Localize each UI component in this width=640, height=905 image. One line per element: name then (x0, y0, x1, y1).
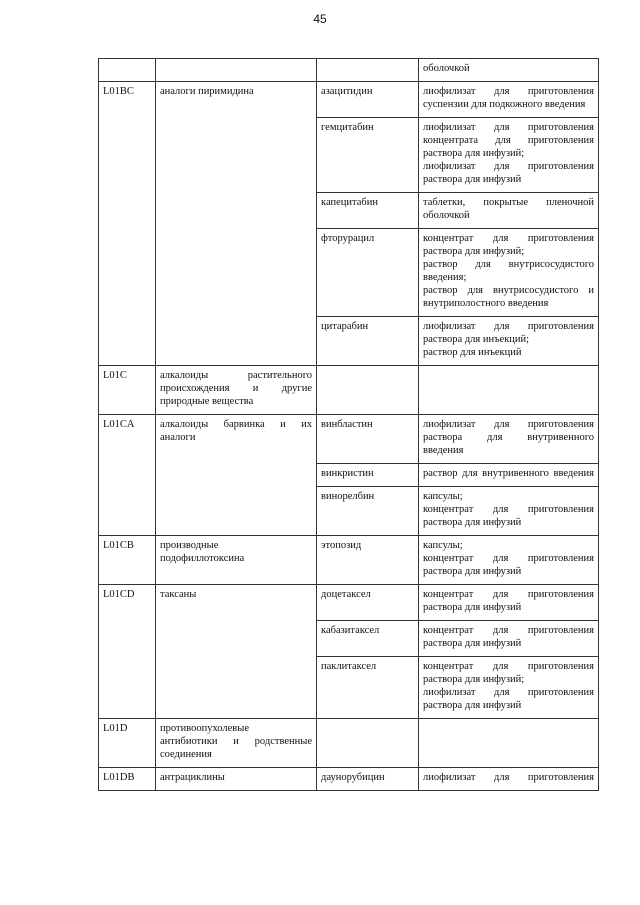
text-line: антибиотики и родственные (160, 736, 312, 747)
text-line: раствора для инфузий (423, 566, 522, 577)
text-line: природные вещества (160, 396, 254, 407)
group-name-cell (156, 415, 317, 536)
text-line: раствора для инфузий (423, 602, 522, 613)
drug-classification-table (98, 58, 599, 791)
text-line: производные (160, 540, 219, 551)
dosage-form-cell (419, 487, 599, 536)
text-line: раствора для инфузий (423, 700, 522, 711)
drug-name-cell: гемцитабин (317, 118, 419, 193)
dosage-form-cell (419, 719, 599, 768)
group-name-cell (156, 585, 317, 719)
atc-code-cell: L01BC (99, 82, 156, 366)
text-line: раствор для инъекций (423, 347, 522, 358)
text-line: антрациклины (160, 772, 225, 783)
atc-code-cell: L01D (99, 719, 156, 768)
table-row (99, 366, 599, 415)
drug-name-cell: цитарабин (317, 317, 419, 366)
table-row (99, 585, 599, 621)
table-row (99, 59, 599, 82)
drug-name-cell: доцетаксел (317, 585, 419, 621)
text-line: происхождения и другие (160, 383, 312, 394)
group-name-cell (156, 59, 317, 82)
text-line: концентрат для приготовления (423, 504, 594, 515)
page-number: 45 (313, 12, 327, 26)
atc-code-cell: L01CA (99, 415, 156, 536)
table-row (99, 536, 599, 585)
drug-name-cell (317, 59, 419, 82)
table-row (99, 82, 599, 118)
text-line: раствора для инъекций; (423, 334, 530, 345)
text-line: раствор для внутрисосудистого и (423, 285, 594, 296)
table-row (99, 768, 599, 791)
text-line: капсулы; (423, 540, 463, 551)
atc-code-cell: L01C (99, 366, 156, 415)
text-line: раствора для инфузий; (423, 246, 525, 257)
text-line: аналоги пиримидина (160, 86, 254, 97)
dosage-form-cell (419, 585, 599, 621)
text-line: лиофилизат для приготовления (423, 772, 594, 783)
group-name-cell (156, 366, 317, 415)
text-line: раствор для внутривенного введения (423, 468, 594, 479)
text-line: оболочкой (423, 63, 470, 74)
text-line: оболочкой (423, 210, 470, 221)
dosage-form-cell (419, 621, 599, 657)
text-line: лиофилизат для приготовления (423, 122, 594, 133)
text-line: внутриполостного введения (423, 298, 549, 309)
drug-name-cell: даунорубицин (317, 768, 419, 791)
group-name-cell (156, 82, 317, 366)
text-line: алкалоиды барвинка и их (160, 419, 312, 430)
dosage-form-cell (419, 657, 599, 719)
text-line: концентрат для приготовления (423, 661, 594, 672)
text-line: концентрата для приготовления (423, 135, 594, 146)
drug-name-cell: винорелбин (317, 487, 419, 536)
atc-code-cell: L01CB (99, 536, 156, 585)
text-line: введения (423, 445, 464, 456)
atc-code-cell: L01DB (99, 768, 156, 791)
dosage-form-cell (419, 317, 599, 366)
drug-name-cell: винбластин (317, 415, 419, 464)
drug-name-cell: капецитабин (317, 193, 419, 229)
text-line: суспензии для подкожного введения (423, 99, 586, 110)
text-line: концентрат для приготовления (423, 625, 594, 636)
text-line: соединения (160, 749, 212, 760)
text-line: аналоги (160, 432, 196, 443)
text-line: таксаны (160, 589, 197, 600)
drug-name-cell: винкристин (317, 464, 419, 487)
group-name-cell (156, 768, 317, 791)
group-name-cell (156, 719, 317, 768)
dosage-form-cell (419, 193, 599, 229)
dosage-form-cell (419, 464, 599, 487)
table-row (99, 415, 599, 464)
dosage-form-cell (419, 59, 599, 82)
text-line: раствор для внутрисосудистого (423, 259, 594, 270)
text-line: лиофилизат для приготовления (423, 161, 594, 172)
text-line: капсулы; (423, 491, 463, 502)
drug-name-cell: фторурацил (317, 229, 419, 317)
text-line: введения; (423, 272, 467, 283)
table-row (99, 719, 599, 768)
drug-name-cell: кабазитаксел (317, 621, 419, 657)
text-line: концентрат для приготовления (423, 589, 594, 600)
text-line: алкалоиды растительного (160, 370, 312, 381)
drug-name-cell: паклитаксел (317, 657, 419, 719)
dosage-form-cell (419, 366, 599, 415)
text-line: концентрат для приготовления (423, 233, 594, 244)
text-line: лиофилизат для приготовления (423, 419, 594, 430)
text-line: лиофилизат для приготовления (423, 86, 594, 97)
text-line: подофиллотоксина (160, 553, 245, 564)
text-line: раствора для инфузий (423, 517, 522, 528)
dosage-form-cell (419, 536, 599, 585)
dosage-form-cell (419, 118, 599, 193)
text-line: концентрат для приготовления (423, 553, 594, 564)
dosage-form-cell (419, 229, 599, 317)
text-line: раствора для инфузий (423, 174, 522, 185)
dosage-form-cell (419, 415, 599, 464)
group-name-cell (156, 536, 317, 585)
text-line: раствора для инфузий; (423, 148, 525, 159)
text-line: лиофилизат для приготовления (423, 321, 594, 332)
text-line: таблетки, покрытые пленочной (423, 197, 594, 208)
text-line: раствора для инфузий (423, 638, 522, 649)
drug-name-cell: этопозид (317, 536, 419, 585)
text-line: лиофилизат для приготовления (423, 687, 594, 698)
atc-code-cell (99, 59, 156, 82)
drug-name-cell (317, 719, 419, 768)
drug-name-cell: азацитидин (317, 82, 419, 118)
atc-code-cell: L01CD (99, 585, 156, 719)
text-line: раствора для инфузий; (423, 674, 525, 685)
text-line: противоопухолевые (160, 723, 249, 734)
dosage-form-cell (419, 768, 599, 791)
dosage-form-cell (419, 82, 599, 118)
text-line: раствора для внутривенного (423, 432, 594, 443)
drug-name-cell (317, 366, 419, 415)
